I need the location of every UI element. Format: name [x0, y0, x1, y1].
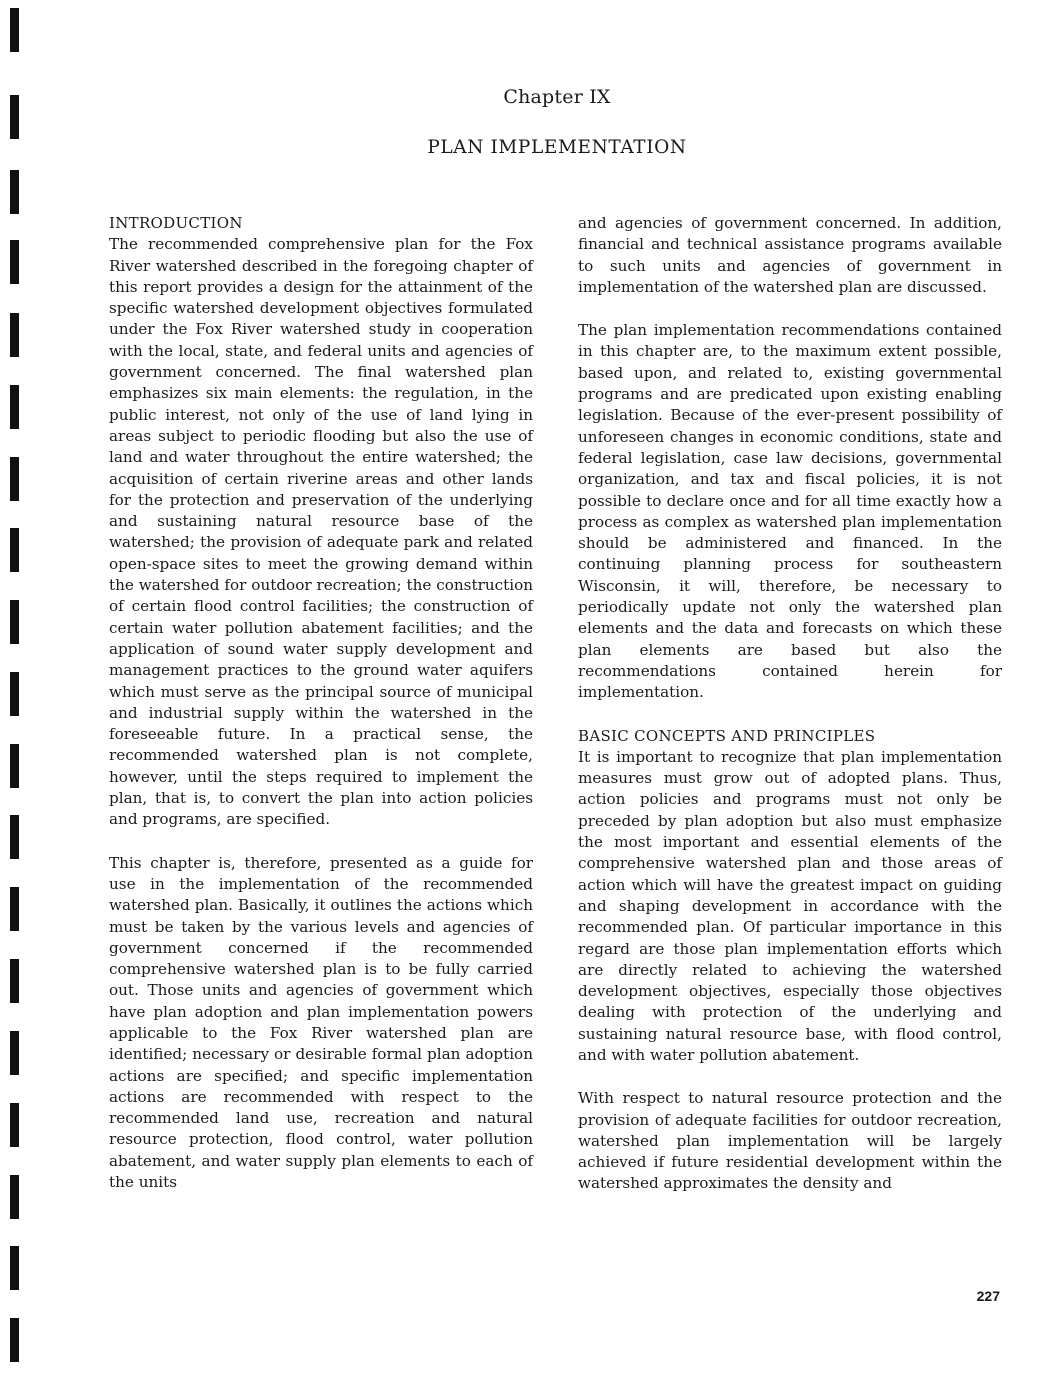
body-paragraph: The recommended comprehensive plan for the Fox River watershed described in the foregoing chapter of this report provides a design for the attainment of the specific watershed development objectives formulated under the Fox River watershed study in cooperation with the local, state, and federal units and agencies of government concerned. The final watershed plan emphasizes six main elements: the regulation, in the public interest, not only of the use of land lying in areas subject to periodic flooding but also the use of land and water throughout the entire watershed; the acquisition of certain riverine areas and other lands for the protection and preservation of the underlying and sustaining natural resource base of the watershed; the provision of adequate park and related open-space sites to meet the growing demand within the watershed for outdoor recreation; the construction of certain flood control facilities; the construction of certain water pollution abatement facilities; and the application of sound water supply development and management practices to the ground water aquifers which must serve as the principal source of municipal and industrial supply within the watershed in the foreseeable future. In a practical sense, the recommended watershed plan is not complete, however, until the steps required to implement the plan, that is, to convert the plan into action policies and programs, are specified.	[109, 235, 533, 829]
body-paragraph: and agencies of government concerned. In addition, financial and technical assistance programs available to such units and agencies of government in implementation of the watershed plan are discussed.	[578, 214, 1002, 296]
chapter-label: Chapter IX	[503, 86, 611, 108]
binding-mark	[10, 8, 19, 52]
binding-mark	[10, 170, 19, 214]
body-paragraph: With respect to natural resource protection and the provision of adequate facilities for outdoor recreation, watershed plan implementation will be largely achieved if future residential development within the watershed approximates the density and	[578, 1089, 1002, 1193]
binding-mark	[10, 1318, 19, 1362]
binding-mark	[10, 600, 19, 644]
binding-mark	[10, 815, 19, 859]
binding-mark	[10, 672, 19, 716]
chapter-title: PLAN IMPLEMENTATION	[427, 137, 687, 158]
binding-mark	[10, 313, 19, 357]
binding-mark	[10, 887, 19, 931]
body-paragraph: It is important to recognize that plan implementation measures must grow out of adopted plans. Thus, action policies and programs must not only be preceded by plan adoption but also must emphasize the most important and essential elements of the comprehensive watershed plan and those areas of action which will have the greatest impact on guiding and shaping development in accordance with the recommended plan. Of particular importance in this regard are those plan implementation efforts which are directly related to achieving the watershed development objectives, especially those objectives dealing with protection of the underlying and sustaining natural resource base, with flood control, and with water pollution abatement.	[578, 747, 1002, 1064]
section-heading-introduction: INTRODUCTION	[109, 214, 243, 232]
binding-mark	[10, 240, 19, 284]
binding-mark	[10, 744, 19, 788]
body-paragraph: This chapter is, therefore, presented as a guide for use in the implementation of the recommended watershed plan. Basically, it outlines the actions which must be taken by the various levels and agencies of government concerned if the recommended comprehensive watershed plan is to be fully carried out. Those units and agencies of government which have plan adoption and plan implementation powers applicable to the Fox River watershed plan are identified; necessary or desirable formal plan adoption actions are specified; and specific implementation actions are recommended with respect to the recommended land use, recreation and natural resource protection, flood control, water pollution abatement, and water supply plan elements to each of the units	[109, 853, 533, 1192]
binding-mark	[10, 1175, 19, 1219]
page-number: 227	[976, 1288, 1000, 1304]
binding-mark	[10, 457, 19, 501]
binding-mark	[10, 1031, 19, 1075]
body-paragraph: The plan implementation recommendations contained in this chapter are, to the maximum extent possible, based upon, and related to, existing governmental programs and are predicated upon existing enabling legislation. Because of the ever-present possibility of unforeseen changes in economic conditions, state and federal legislation, case law decisions, governmental organization, and tax and fiscal policies, it is not possible to declare once and for all time exactly how a process as complex as watershed plan implementation should be administered and financed. In the continuing planning process for southeastern Wisconsin, it will, therefore, be necessary to periodically update not only the watershed plan elements and the data and forecasts on which these plan elements are based but also the recommendations contained herein for implementation.	[578, 321, 1002, 702]
binding-mark	[10, 385, 19, 429]
section-heading-basic-concepts: BASIC CONCEPTS AND PRINCIPLES	[578, 726, 876, 745]
binding-mark	[10, 528, 19, 572]
left-text-column	[109, 213, 533, 1215]
right-text-column	[578, 213, 1002, 1217]
binding-mark	[10, 1103, 19, 1147]
binding-mark	[10, 1246, 19, 1290]
binding-punch-marks	[0, 0, 30, 1379]
binding-mark	[10, 959, 19, 1003]
